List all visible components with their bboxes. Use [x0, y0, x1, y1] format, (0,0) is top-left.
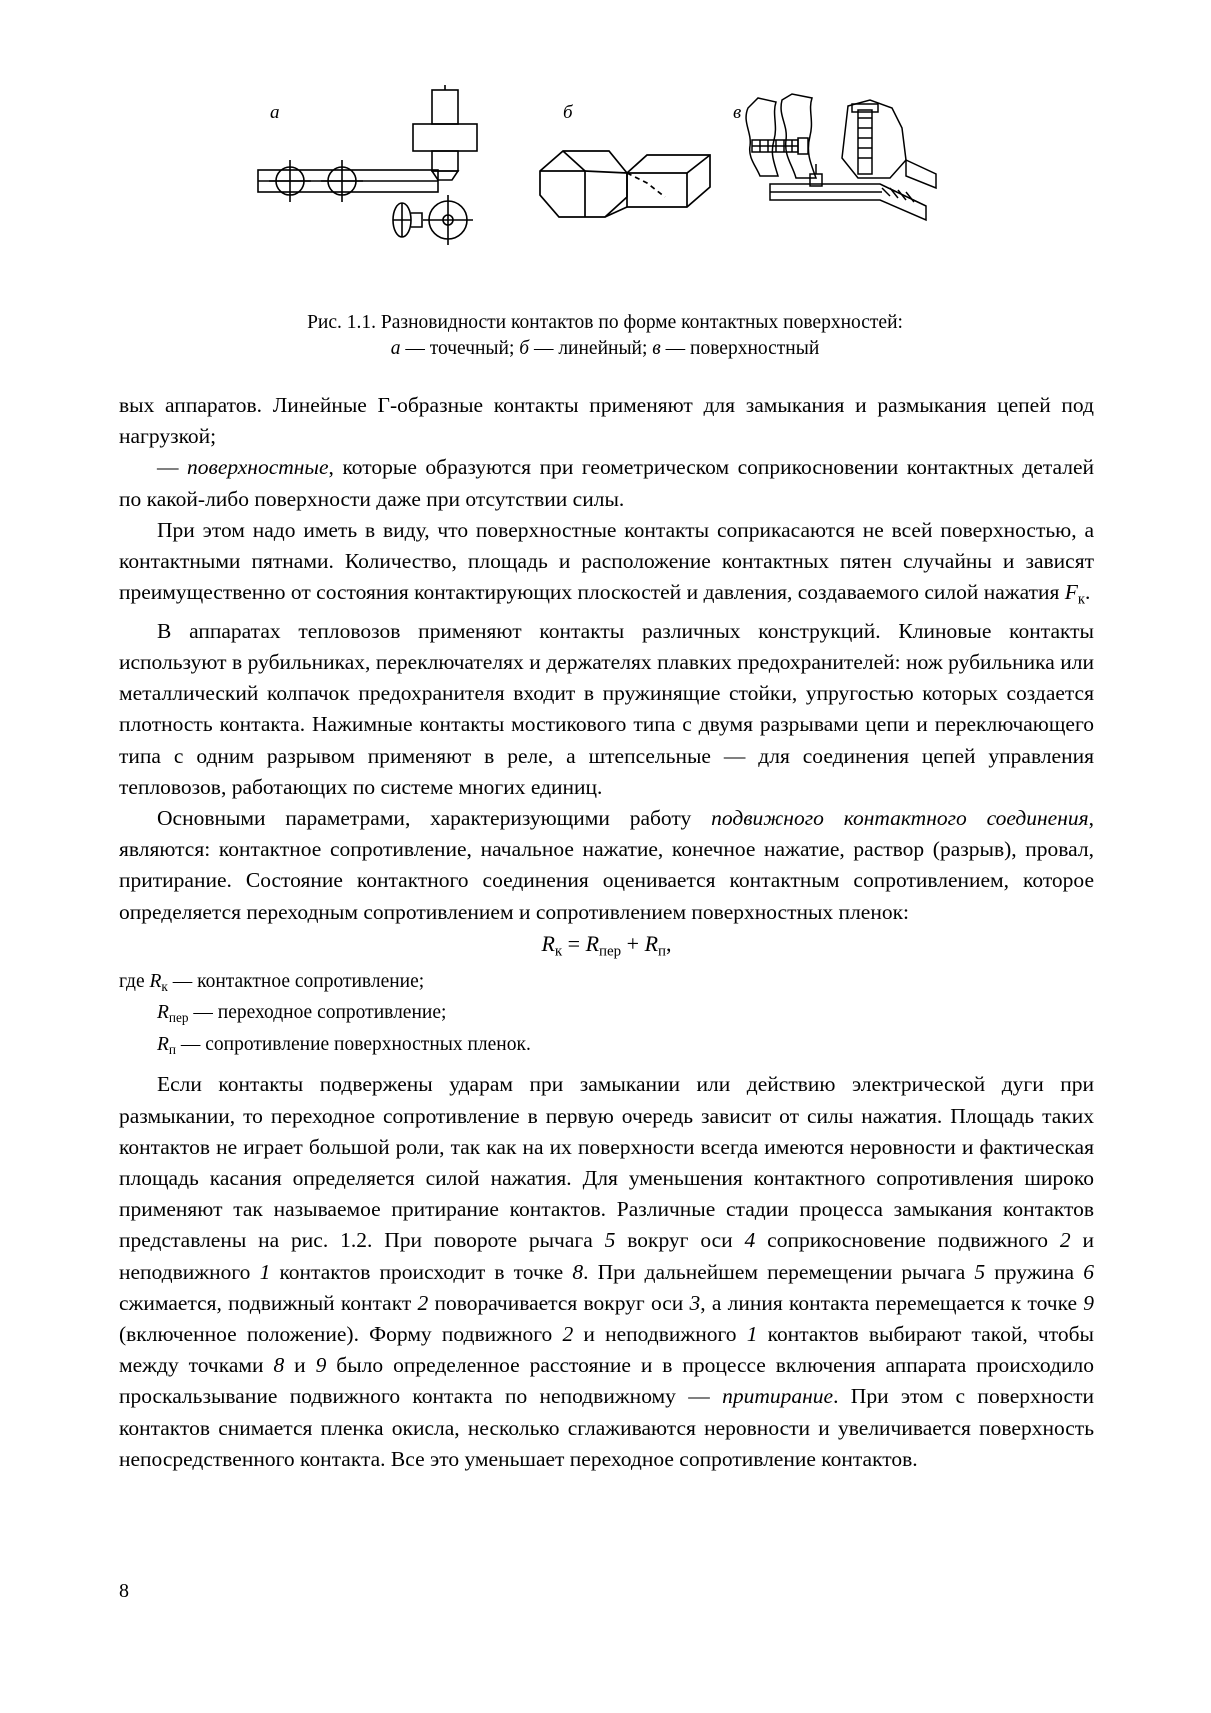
figure-drawing-line-contact — [535, 125, 730, 235]
legend-R-per: R — [157, 1002, 169, 1024]
ref-3: 3 — [689, 1290, 701, 1315]
legend-text-b: — линейный; — [529, 338, 653, 359]
legend-R-k: R — [149, 970, 162, 992]
ref-5a: 5 — [604, 1228, 616, 1253]
formula-R1-sub: к — [554, 943, 563, 960]
paragraph-5-text: Основными параметрами, характеризующими работу — [157, 806, 712, 831]
paragraph-2-dash: — — [157, 455, 188, 480]
figure-part-label-v: в — [733, 102, 742, 123]
paragraph-6-f: . При дальнейшем перемещении рычага — [583, 1259, 975, 1284]
formula-legend-where: где — [119, 970, 150, 992]
ref-2c: 2 — [562, 1322, 574, 1347]
paragraph-2-rest: , которые образуются при геометрическом соприкосновении контактных деталей по какой-либо поверхности даже при отсутствии силы. — [119, 455, 1095, 511]
formula-legend-line-3 — [119, 1031, 1094, 1063]
legend-R-per-sub: пер — [168, 1010, 189, 1026]
legend-R-per-text: — переходное сопротивление; — [188, 1002, 447, 1024]
ref-8b: 8 — [273, 1353, 285, 1378]
paragraph-6-emphasis: притирание — [722, 1384, 834, 1409]
symbol-F: F — [1064, 580, 1078, 605]
paragraph-2 — [119, 452, 1094, 514]
paragraph-6-b: вокруг оси — [615, 1228, 745, 1253]
paragraph-6-m: контактов выбирают такой, чтобы между точками — [119, 1322, 1094, 1378]
paragraph-1-text: вых аппаратов. Линейные Г-образные контакты применяют для замыкания и размыкания цепей под нагрузкой; — [119, 393, 1094, 449]
formula-contact-resistance — [119, 928, 1094, 968]
body-text — [119, 390, 1094, 1475]
paragraph-6-l: и неподвижного — [573, 1322, 747, 1347]
symbol-F-subscript: к — [1077, 591, 1086, 608]
figure-1-1 — [120, 80, 1090, 280]
ref-6: 6 — [1083, 1259, 1094, 1284]
ref-9b: 9 — [315, 1353, 327, 1378]
ref-1b: 1 — [746, 1322, 758, 1347]
paragraph-6-d: и неподвижного — [119, 1228, 1094, 1284]
formula-legend-line-1 — [119, 968, 1094, 1000]
paragraph-5-rest: , являются: контактное сопротивление, начальное нажатие, конечное нажатие, раствор (разрыв), провал, притирание. Состояние контактного соединения оценивается контактным сопротивлением, которое определяется переходным сопротивлением и сопротивлением поверхностных пленок: — [119, 806, 1094, 924]
ref-2a: 2 — [1059, 1228, 1071, 1253]
ref-8a: 8 — [572, 1259, 584, 1284]
paragraph-6-n: и — [284, 1353, 316, 1378]
ref-9a: 9 — [1083, 1290, 1095, 1315]
paragraph-5 — [119, 803, 1094, 928]
formula-plus: + — [621, 930, 645, 956]
formula-R3-sub: п — [658, 943, 667, 960]
figure-caption — [120, 310, 1090, 362]
paragraph-6-j: , а линия контакта перемещается к точке — [700, 1290, 1084, 1315]
paragraph-4-text: В аппаратах тепловозов применяют контакты различных конструкций. Клиновые контакты используют в рубильниках, переключателях и держателях плавких предохранителей: нож рубильника или металлический колпачок предохранителя входит в пружинящие стойки, упругостью которых создается плотность контакта. Нажимные контакты мостикового типа с двумя разрывами цепи и переключающего типа с одним разрывом применяют в реле, а штепсельные — для соединения цепей управления тепловозов, работающих по системе многих единиц. — [119, 618, 1094, 799]
ref-2b: 2 — [417, 1290, 429, 1315]
figure-caption-main: Рис. 1.1. Разновидности контактов по форме контактных поверхностей: — [307, 312, 903, 333]
legend-R-p: R — [157, 1034, 169, 1056]
formula-legend-line-2 — [119, 999, 1094, 1031]
formula-R2-sub: пер — [599, 943, 622, 960]
paragraph-6-e: контактов происходит в точке — [270, 1259, 573, 1284]
paragraph-6-a: Если контакты подвержены ударам при замыкании или действию электрической дуги при размыкании, то переходное сопротивление в первую очередь зависит от силы нажатия. Площадь таких контактов не играет большой роли, так как на их поверхности всегда имеются неровности и фактическая площадь касания определяется силой нажатия. Для уменьшения контактного сопротивления широко применяют так называемое притирание контактов. Различные стадии процесса замыкания контактов представлены на рис. 1.2. При повороте рычага — [119, 1072, 1094, 1253]
legend-R-p-sub: п — [168, 1042, 177, 1058]
paragraph-6-i: поворачивается вокруг оси — [428, 1290, 690, 1315]
figure-drawing-point-contact — [250, 85, 520, 250]
paragraph-6-g: пружина — [985, 1259, 1084, 1284]
paragraph-4 — [119, 616, 1094, 803]
figure-part-label-a: а — [270, 102, 280, 123]
figure-part-label-b: б — [563, 102, 573, 123]
formula-R3: R — [644, 930, 659, 956]
paragraph-6-k: (включенное положение). Форму подвижного — [119, 1322, 563, 1347]
legend-letter-a: а — [390, 338, 401, 359]
ref-4: 4 — [744, 1228, 756, 1253]
ref-5b: 5 — [974, 1259, 986, 1284]
page-number: 8 — [119, 1580, 129, 1602]
formula-equals: = — [562, 930, 586, 956]
formula-legend — [119, 968, 1094, 1064]
figure-drawing-surface-contact — [730, 88, 940, 248]
paragraph-6-c: соприкосновение подвижного — [755, 1228, 1060, 1253]
paragraph-2-emphasis: поверхностные — [187, 455, 329, 480]
figure-caption-legend — [120, 336, 1090, 362]
paragraph-6-o: было определенное расстояние и в процессе включения аппарата происходило проскальзывание подвижного контакта по неподвижному — — [119, 1353, 1094, 1409]
formula-comma: , — [666, 930, 672, 956]
legend-R-p-text: — сопротивление поверхностных пленок. — [176, 1034, 531, 1056]
paragraph-3-end: . — [1085, 580, 1091, 605]
legend-text-a: — точечный; — [400, 338, 520, 359]
legend-letter-b: б — [519, 338, 530, 359]
legend-R-k-text: — контактное сопротивление; — [167, 970, 425, 992]
ref-1a: 1 — [259, 1259, 271, 1284]
formula-R2: R — [585, 930, 600, 956]
legend-R-k-sub: к — [161, 978, 168, 994]
paragraph-6-p: . При этом с поверхности контактов снимается пленка окисла, несколько сглаживаются неровности и увеличивается поверхность непосредственного контакта. Все это уменьшает переходное сопротивление контактов. — [119, 1384, 1094, 1471]
paragraph-3 — [119, 515, 1094, 616]
paragraph-3-text: При этом надо иметь в виду, что поверхностные контакты соприкасаются не всей поверхностью, а контактными пятнами. Количество, площадь и расположение контактных пятен случайны и зависят преимущественно от состояния контактирующих плоскостей и давления, создаваемого силой нажатия — [119, 517, 1094, 605]
paragraph-1 — [119, 390, 1094, 452]
paragraph-6-h: сжимается, подвижный контакт — [119, 1290, 418, 1315]
legend-text-v: — поверхностный — [660, 338, 820, 359]
paragraph-5-emphasis: подвижного контактного соединения — [711, 806, 1089, 831]
paragraph-6 — [119, 1069, 1094, 1475]
legend-letter-v: в — [652, 338, 661, 359]
formula-R1: R — [541, 930, 555, 956]
